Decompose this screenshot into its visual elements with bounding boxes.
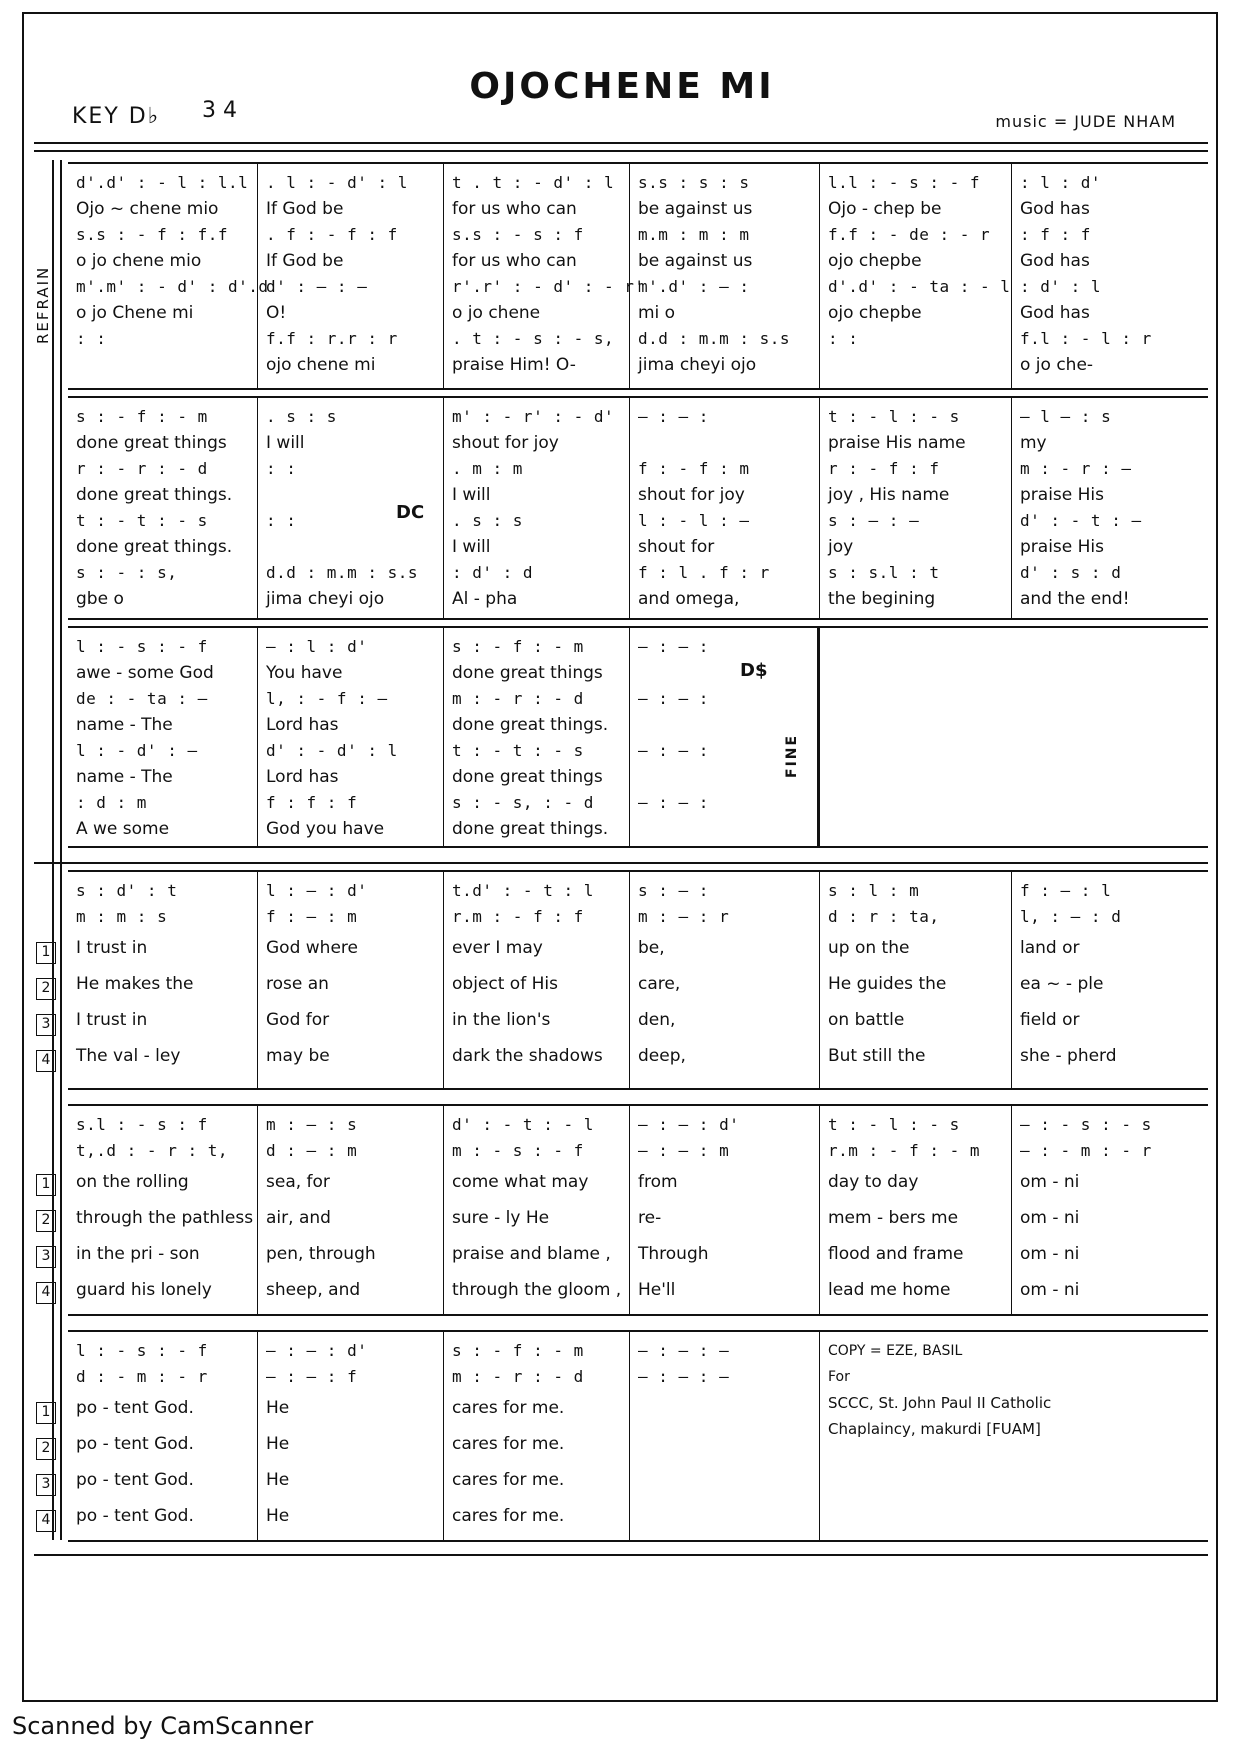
- solfa-line: : l : d': [1020, 173, 1102, 192]
- solfa-line: s : — :: [638, 881, 709, 900]
- verse-number-1: 1: [36, 1402, 56, 1424]
- verse-number-1: 1: [36, 1174, 56, 1196]
- system-4-measures: [68, 872, 1208, 1088]
- lyric-line: praise His: [1020, 485, 1105, 505]
- solfa-line: — : — :: [638, 741, 709, 760]
- solfa-line: m'.m' : - d' : d'.d': [76, 277, 279, 296]
- lyric-line: If God be: [266, 251, 344, 271]
- lyric-verse-2: mem - bers me: [828, 1208, 959, 1228]
- measure: [820, 872, 1012, 1088]
- system-6: [68, 1330, 1208, 1542]
- lyric-verse-1: day to day: [828, 1172, 919, 1192]
- solfa-line: — : l : d': [266, 637, 368, 656]
- lyric-line: awe - some God: [76, 663, 214, 683]
- solfa-line: . m : m: [452, 459, 523, 478]
- measure: [630, 628, 820, 846]
- lyric-verse-1: from: [638, 1172, 678, 1192]
- blank-line: [828, 1442, 1202, 1468]
- solfa-line: d : - m : - r: [76, 1367, 208, 1386]
- solfa-line: de : - ta : —: [76, 689, 208, 708]
- lyric-line: done great things: [452, 767, 603, 787]
- lyric-verse-1: om - ni: [1020, 1172, 1080, 1192]
- lyric-line: done great things.: [452, 715, 609, 735]
- lyric-verse-3: He: [266, 1470, 290, 1490]
- lyric-verse-3: [638, 1462, 813, 1498]
- lyric-line: name - The: [76, 715, 173, 735]
- measure: [68, 1332, 258, 1540]
- solfa-line: m : — : r: [638, 907, 730, 926]
- measure: [820, 1106, 1012, 1314]
- solfa-line: d' : - d' : l: [266, 741, 398, 760]
- solfa-line: : :: [828, 329, 859, 348]
- solfa-line: s.l : - s : f: [76, 1115, 208, 1134]
- verse-number-1: 1: [36, 942, 56, 964]
- measure: [444, 164, 645, 388]
- lyric-line: gbe o: [76, 589, 124, 609]
- solfa-line: f : — : m: [266, 907, 358, 926]
- lyric-verse-2: ea ~ - ple: [1020, 974, 1104, 994]
- solfa-line: — : — :: [638, 793, 709, 812]
- solfa-line: d' : - t : - l: [452, 1115, 594, 1134]
- measure: [258, 872, 444, 1088]
- measure: [68, 398, 258, 618]
- lyric-line: done great things: [76, 433, 227, 453]
- lyric-verse-3: Through: [638, 1244, 709, 1264]
- solfa-line: t : - t : - s: [76, 511, 208, 530]
- lyric-verse-4: deep,: [638, 1046, 686, 1066]
- lyric-verse-3: om - ni: [1020, 1244, 1080, 1264]
- lyric-line: [638, 430, 813, 456]
- lyric-verse-1: be,: [638, 938, 665, 958]
- lyric-line: I will: [452, 537, 491, 557]
- lyric-line: praise His name: [828, 433, 966, 453]
- measure: [258, 398, 444, 618]
- solfa-line: m : - r : —: [1020, 459, 1132, 478]
- verse-section-rule: [34, 862, 1208, 864]
- solfa-line: . t : - s : - s,: [452, 329, 615, 348]
- solfa-line: — : — :: [638, 407, 709, 426]
- measure: [820, 398, 1012, 618]
- solfa-line: r : - r : - d: [76, 459, 208, 478]
- lyric-line: Ojo - chep be: [828, 199, 942, 219]
- lyric-verse-3: cares for me.: [452, 1470, 565, 1490]
- lyric-verse-1: po - tent God.: [76, 1398, 194, 1418]
- lyric-line: You have: [266, 663, 343, 683]
- lyric-line: name - The: [76, 767, 173, 787]
- solfa-line: t : - t : - s: [452, 741, 584, 760]
- solfa-line: l : - l : —: [638, 511, 750, 530]
- lyric-verse-4: may be: [266, 1046, 330, 1066]
- system-2: [68, 396, 1208, 620]
- margin-rule-outer: [52, 160, 54, 1540]
- measure: [630, 164, 820, 388]
- lyric-verse-2: rose an: [266, 974, 329, 994]
- lyric-line: done great things.: [76, 537, 233, 557]
- lyric-verse-1: land or: [1020, 938, 1080, 958]
- measure: [630, 1332, 820, 1540]
- solfa-line: — : — : f: [266, 1367, 358, 1386]
- solfa-line: — : — : —: [638, 1341, 730, 1360]
- system-3: [68, 626, 1208, 848]
- solfa-line: d' : - t : —: [1020, 511, 1142, 530]
- measure: [1012, 1106, 1208, 1314]
- lyric-verse-2: sure - ly He: [452, 1208, 550, 1228]
- solfa-line: : d' : d: [452, 563, 534, 582]
- solfa-line: m : m : s: [76, 907, 168, 926]
- solfa-line: d' : s : d: [1020, 563, 1122, 582]
- lyric-verse-3: praise and blame ,: [452, 1244, 611, 1264]
- lyric-verse-1: come what may: [452, 1172, 589, 1192]
- lyric-verse-3: flood and frame: [828, 1244, 964, 1264]
- solfa-line: f.f : r.r : r: [266, 329, 398, 348]
- lyric-line: o jo Chene mi: [76, 303, 194, 323]
- solfa-line: — : — : d': [638, 1115, 740, 1134]
- lyric-line: ojo chene mi: [266, 355, 376, 375]
- solfa-line: — : - m : - r: [1020, 1141, 1152, 1160]
- measure: [444, 628, 630, 846]
- lyric-line: shout for: [638, 537, 715, 557]
- blank-line: [828, 1468, 1202, 1494]
- lyric-verse-2: po - tent God.: [76, 1434, 194, 1454]
- solfa-line: : :: [76, 329, 107, 348]
- solfa-line: — : — :: [638, 637, 709, 656]
- solfa-line: t.d' : - t : l: [452, 881, 594, 900]
- lyric-line: God has: [1020, 251, 1090, 271]
- verse-number-3: 3: [36, 1246, 56, 1268]
- lyric-line: [266, 534, 437, 560]
- lyric-line: Lord has: [266, 767, 339, 787]
- lyric-line: God has: [1020, 303, 1090, 323]
- solfa-line: s : l : m: [828, 881, 920, 900]
- lyric-line: Lord has: [266, 715, 339, 735]
- lyric-verse-4: she - pherd: [1020, 1046, 1117, 1066]
- lyric-verse-3: pen, through: [266, 1244, 376, 1264]
- verse-number-4: 4: [36, 1510, 56, 1532]
- lyric-verse-3: God for: [266, 1010, 330, 1030]
- lyric-verse-4: om - ni: [1020, 1280, 1080, 1300]
- lyric-line: be against us: [638, 199, 753, 219]
- lyric-verse-2: [638, 1426, 813, 1462]
- lyric-line: o jo chene: [452, 303, 541, 323]
- lyric-verse-1: up on the: [828, 938, 910, 958]
- end-rule: [34, 1554, 1208, 1556]
- header-rule-bottom: [34, 150, 1208, 152]
- lyric-line: Ojo ~ chene mio: [76, 199, 219, 219]
- lyric-line: done great things: [452, 663, 603, 683]
- lyric-verse-4: The val - ley: [76, 1046, 181, 1066]
- lyric-line: done great things.: [76, 485, 233, 505]
- lyric-line: God you have: [266, 819, 385, 839]
- lyric-verse-2: He guides the: [828, 974, 947, 994]
- lyric-verse-2: air, and: [266, 1208, 331, 1228]
- solfa-line: : :: [266, 511, 297, 530]
- key-signature: KEY D♭: [72, 104, 161, 129]
- lyric-line: Al - pha: [452, 589, 518, 609]
- solfa-line: f : - f : m: [638, 459, 750, 478]
- measure: [630, 398, 820, 618]
- lyric-verse-4: po - tent God.: [76, 1506, 194, 1526]
- lyric-line: and omega,: [638, 589, 740, 609]
- system-2-measures: [68, 398, 1208, 618]
- song-title: OJOCHENE MI: [469, 66, 775, 107]
- solfa-line: t : - l : - s: [828, 1115, 960, 1134]
- lyric-verse-2: re-: [638, 1208, 662, 1228]
- solfa-line: d.d : m.m : s.s: [638, 329, 790, 348]
- solfa-line: : f : f: [1020, 225, 1091, 244]
- system-1: [68, 162, 1208, 390]
- lyric-verse-4: lead me home: [828, 1280, 951, 1300]
- solfa-line: d : r : ta,: [828, 907, 940, 926]
- solfa-line: l : — : d': [266, 881, 368, 900]
- measure: [1012, 164, 1208, 388]
- solfa-line: m'.d' : — :: [638, 277, 750, 296]
- solfa-line: — l — : s: [1020, 407, 1112, 426]
- measure: [258, 1332, 444, 1540]
- solfa-line: s : - f : - m: [452, 1341, 584, 1360]
- lyric-verse-2: He makes the: [76, 974, 194, 994]
- solfa-line: s : - s, : - d: [452, 793, 594, 812]
- lyric-line: jima cheyi ojo: [266, 589, 385, 609]
- measure: [258, 1106, 444, 1314]
- solfa-line: f.l : - l : r: [1020, 329, 1152, 348]
- solfa-line: f : l . f : r: [638, 563, 770, 582]
- lyric-verse-1: cares for me.: [452, 1398, 565, 1418]
- measure: [258, 628, 444, 846]
- lyric-line: I will: [266, 433, 305, 453]
- solfa-line: r : - f : f: [828, 459, 940, 478]
- measure: [444, 1106, 630, 1314]
- solfa-line: l, : - f : —: [266, 689, 388, 708]
- lyric-line: ojo chepbe: [828, 251, 922, 271]
- solfa-line: m' : - r' : - d': [452, 407, 615, 426]
- measure: [630, 1106, 820, 1314]
- lyric-line: o jo che-: [1020, 355, 1094, 375]
- solfa-line: r.m : - f : - m: [828, 1141, 980, 1160]
- measure: [68, 628, 258, 846]
- verse-number-2: 2: [36, 1438, 56, 1460]
- solfa-line: . f : - f : f: [266, 225, 398, 244]
- measure: [68, 1106, 258, 1314]
- copy-for: For: [828, 1369, 850, 1385]
- lyric-verse-1: God where: [266, 938, 358, 958]
- system-3-measures: [68, 628, 1208, 846]
- fine-mark: FINE: [784, 733, 800, 778]
- measure: [68, 164, 279, 388]
- dc-mark: DC: [396, 502, 425, 523]
- verse-number-4: 4: [36, 1282, 56, 1304]
- lyric-line: ojo chepbe: [828, 303, 922, 323]
- solfa-line: m : - r : - d: [452, 1367, 584, 1386]
- solfa-line: t,.d : - r : t,: [76, 1141, 228, 1160]
- lyric-line: o jo chene mio: [76, 251, 202, 271]
- solfa-line: d'.d' : - l : l.l: [76, 173, 249, 192]
- measure: [1012, 872, 1208, 1088]
- solfa-line: . s : s: [266, 407, 337, 426]
- lyric-verse-1: sea, for: [266, 1172, 330, 1192]
- solfa-line: s : - f : - m: [76, 407, 208, 426]
- lyric-verse-4: dark the shadows: [452, 1046, 603, 1066]
- system-4: [68, 870, 1208, 1090]
- solfa-line: d'.d' : - ta : - l: [828, 277, 1011, 296]
- lyric-verse-4: cares for me.: [452, 1506, 565, 1526]
- lyric-line: be against us: [638, 251, 753, 271]
- lyric-line: for us who can: [452, 199, 577, 219]
- lyric-line: jima cheyi ojo: [638, 355, 757, 375]
- solfa-line: m.m : m : m: [638, 225, 750, 244]
- measure: [444, 872, 630, 1088]
- measure: [630, 872, 820, 1088]
- margin-rule-inner: [60, 160, 62, 1540]
- lyric-verse-1: on the rolling: [76, 1172, 189, 1192]
- lyric-verse-2: cares for me.: [452, 1434, 565, 1454]
- solfa-line: : d : m: [76, 793, 147, 812]
- lyric-verse-1: ever I may: [452, 938, 543, 958]
- measure: [68, 872, 258, 1088]
- system-5-measures: [68, 1106, 1208, 1314]
- solfa-line: d.d : m.m : s.s: [266, 563, 418, 582]
- lyric-verse-3: po - tent God.: [76, 1470, 194, 1490]
- solfa-line: — : — : m: [638, 1141, 730, 1160]
- empty-area: [820, 628, 1208, 846]
- music-credit: music = JUDE NHAM: [995, 112, 1176, 131]
- measure: [444, 398, 630, 618]
- scanner-watermark: Scanned by CamScanner: [12, 1712, 314, 1740]
- lyric-verse-4: sheep, and: [266, 1280, 361, 1300]
- lyric-verse-4: through the gloom ,: [452, 1280, 622, 1300]
- lyric-line: [638, 816, 811, 842]
- solfa-line: — : — : d': [266, 1341, 368, 1360]
- lyric-line: the begining: [828, 589, 936, 609]
- solfa-line: s : — : —: [828, 511, 920, 530]
- lyric-verse-4: He'll: [638, 1280, 676, 1300]
- lyric-line: mi o: [638, 303, 676, 323]
- solfa-line: d : — : m: [266, 1141, 358, 1160]
- lyric-line: my: [1020, 433, 1047, 453]
- lyric-verse-3: in the lion's: [452, 1010, 551, 1030]
- lyric-verse-4: He: [266, 1506, 290, 1526]
- copy-credit-box: [820, 1332, 1208, 1540]
- time-signature: 3 4: [202, 98, 237, 123]
- solfa-line: — : - s : - s: [1020, 1115, 1152, 1134]
- lyric-verse-2: care,: [638, 974, 681, 994]
- lyric-line: [638, 660, 811, 686]
- solfa-line: s.s : s : s: [638, 173, 750, 192]
- solfa-line: m : — : s: [266, 1115, 358, 1134]
- solfa-line: s : - f : - m: [452, 637, 584, 656]
- lyric-line: joy , His name: [828, 485, 950, 505]
- solfa-line: l : - s : - f: [76, 1341, 208, 1360]
- solfa-line: d' : — : —: [266, 277, 368, 296]
- verse-number-3: 3: [36, 1014, 56, 1036]
- lyric-line: O!: [266, 303, 287, 323]
- solfa-line: l : - s : - f: [76, 637, 208, 656]
- lyric-verse-3: den,: [638, 1010, 676, 1030]
- lyric-verse-3: in the pri - son: [76, 1244, 200, 1264]
- lyric-line: A we some: [76, 819, 170, 839]
- measure: [258, 164, 444, 388]
- lyric-verse-2: om - ni: [1020, 1208, 1080, 1228]
- copy-credit: COPY = EZE, BASIL: [828, 1343, 963, 1359]
- solfa-line: s.s : - f : f.f: [76, 225, 228, 244]
- solfa-line: . l : - d' : l: [266, 173, 408, 192]
- lyric-line: shout for joy: [452, 433, 559, 453]
- lyric-verse-1: I trust in: [76, 938, 148, 958]
- solfa-line: : d' : l: [1020, 277, 1102, 296]
- lyric-line: I will: [452, 485, 491, 505]
- lyric-line: and the end!: [1020, 589, 1130, 609]
- copy-org: SCCC, St. John Paul II Catholic: [828, 1394, 1052, 1412]
- lyric-line: for us who can: [452, 251, 577, 271]
- lyric-line: praise His: [1020, 537, 1105, 557]
- copy-org-location: Chaplaincy, makurdi [FUAM]: [828, 1420, 1041, 1438]
- lyric-verse-4: But still the: [828, 1046, 926, 1066]
- ds-mark: D$: [740, 660, 768, 681]
- system-6-measures: [68, 1332, 1208, 1540]
- lyric-verse-2: object of His: [452, 974, 558, 994]
- verse-number-2: 2: [36, 1210, 56, 1232]
- lyric-line: joy: [828, 537, 854, 557]
- solfa-line: — : — :: [638, 689, 709, 708]
- solfa-line: t : - l : - s: [828, 407, 960, 426]
- system-5: [68, 1104, 1208, 1316]
- solfa-line: m : - r : - d: [452, 689, 584, 708]
- lyric-line: praise Him! O-: [452, 355, 576, 375]
- solfa-line: s.s : - s : f: [452, 225, 584, 244]
- measure: [1012, 398, 1208, 618]
- lyric-verse-2: through the pathless: [76, 1208, 254, 1228]
- measure: [444, 1332, 630, 1540]
- solfa-line: l : - d' : —: [76, 741, 198, 760]
- verse-number-2: 2: [36, 978, 56, 1000]
- lyric-verse-4: guard his lonely: [76, 1280, 212, 1300]
- score-sheet: [22, 12, 1218, 1702]
- solfa-line: f : — : l: [1020, 881, 1112, 900]
- header-rule-top: [34, 142, 1208, 144]
- lyric-verse-3: field or: [1020, 1010, 1080, 1030]
- solfa-line: s : d' : t: [76, 881, 178, 900]
- solfa-line: m : - s : - f: [452, 1141, 584, 1160]
- measure: [820, 164, 1012, 388]
- solfa-line: f : f : f: [266, 793, 358, 812]
- solfa-line: t . t : - d' : l: [452, 173, 615, 192]
- lyric-line: shout for joy: [638, 485, 745, 505]
- lyric-verse-1: [638, 1390, 813, 1426]
- refrain-label: REFRAIN: [34, 265, 52, 344]
- verse-number-4: 4: [36, 1050, 56, 1072]
- lyric-line: God has: [1020, 199, 1090, 219]
- solfa-line: : :: [266, 459, 297, 478]
- solfa-line: s : - : s,: [76, 563, 178, 582]
- lyric-verse-1: He: [266, 1398, 290, 1418]
- verse-number-3: 3: [36, 1474, 56, 1496]
- lyric-verse-3: on battle: [828, 1010, 905, 1030]
- solfa-line: l, : — : d: [1020, 907, 1122, 926]
- solfa-line: . s : s: [452, 511, 523, 530]
- solfa-line: r'.r' : - d' : - r': [452, 277, 645, 296]
- solfa-line: s : s.l : t: [828, 563, 940, 582]
- lyric-verse-2: He: [266, 1434, 290, 1454]
- lyric-verse-3: I trust in: [76, 1010, 148, 1030]
- solfa-line: l.l : - s : - f: [828, 173, 980, 192]
- solfa-line: f.f : - de : - r: [828, 225, 991, 244]
- solfa-line: — : — : —: [638, 1367, 730, 1386]
- lyric-verse-4: [638, 1498, 813, 1534]
- lyric-line: done great things.: [452, 819, 609, 839]
- solfa-line: r.m : - f : f: [452, 907, 584, 926]
- lyric-line: If God be: [266, 199, 344, 219]
- system-1-measures: [68, 164, 1208, 388]
